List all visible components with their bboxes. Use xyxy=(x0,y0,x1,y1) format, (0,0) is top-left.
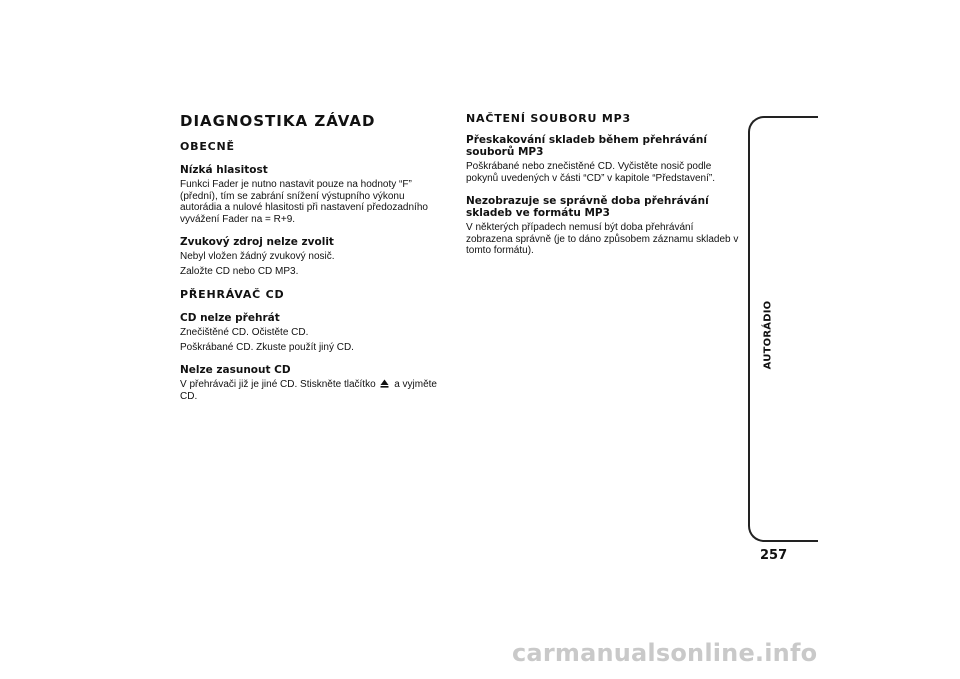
item-text-source-1: Nebyl vložen žádný zvukový nosič. xyxy=(180,251,335,262)
item-title-source-select: Zvukový zdroj nelze zvolit xyxy=(180,236,334,248)
section-heading-general: OBECNĚ xyxy=(180,140,235,153)
item-text-low-volume: Funkci Fader je nutno nastavit pouze na hodnoty “F” (přední), tím se zabrání snížení výstupního výkonu autorádia a nulové hlasitosti při nastavení předozadního vyvážení Fader na = R+9. xyxy=(180,179,428,225)
item-text-cd-scratched: Poškrábané CD. Zkuste použít jiný CD. xyxy=(180,341,354,353)
side-tab-text: AUTORÁDIO xyxy=(762,300,774,370)
watermark: carmanualsonline.info xyxy=(512,639,818,667)
item-text-mp3-skip: Poškrábané nebo znečistěné CD. Vyčistěte nosič podle pokynů uvedených v části “CD” v kapitole “Představení”. xyxy=(466,161,715,184)
item-title-cd-insert: Nelze zasunout CD xyxy=(180,364,291,376)
section-heading-cd-player: PŘEHRÁVAČ CD xyxy=(180,288,285,301)
left-column xyxy=(180,112,445,405)
side-tab-label xyxy=(758,300,778,370)
page-number: 257 xyxy=(760,548,788,563)
right-column xyxy=(466,112,741,260)
item-title-mp3-time: Nezobrazuje se správně doba přehrávání skladeb ve formátu MP3 xyxy=(466,195,709,219)
eject-icon xyxy=(380,379,389,388)
item-text-cd-insert xyxy=(180,379,445,402)
item-title-low-volume: Nízká hlasitost xyxy=(180,164,268,176)
section-heading-mp3: NAČTENÍ SOUBORU MP3 xyxy=(466,112,631,125)
item-text-source-2: Založte CD nebo CD MP3. xyxy=(180,265,299,277)
item-text-cd-dirty: Znečištěné CD. Očistěte CD. xyxy=(180,327,309,338)
item-text-mp3-time: V některých případech nemusí být doba přehrávání zobrazena správně (je to dáno způsobem záznamu skladeb v tomto formátu). xyxy=(466,222,739,256)
page-title: DIAGNOSTIKA ZÁVAD xyxy=(180,112,376,130)
item-text-cd-insert-after: a vyjměte CD. xyxy=(180,379,437,402)
item-title-mp3-skip: Přeskakování skladeb během přehrávání souborů MP3 xyxy=(466,134,708,158)
item-text-cd-insert-before: V přehrávači již je jiné CD. Stiskněte tlačítko xyxy=(180,379,376,390)
item-title-cd-no-play: CD nelze přehrát xyxy=(180,312,280,324)
